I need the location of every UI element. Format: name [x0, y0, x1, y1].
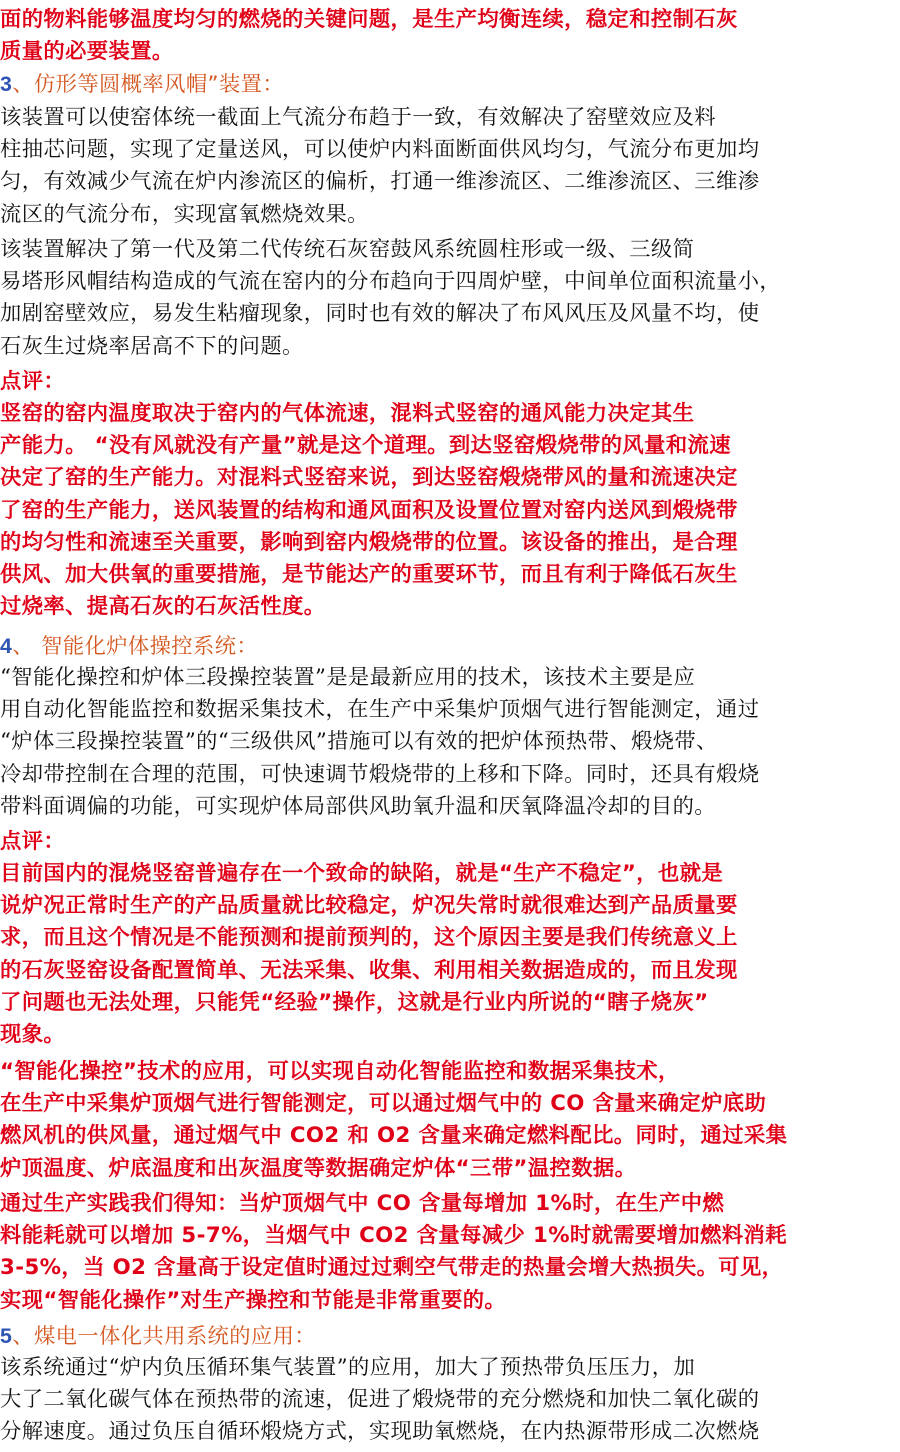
- section-number: 4: [0, 634, 13, 658]
- text-line: 质量的必要装置。: [0, 39, 174, 65]
- text-line: “智能化操控”技术的应用，可以实现自动化智能监控和数据采集技术，: [0, 1059, 680, 1084]
- text-line: 决定了窑的生产能力。对混料式竖窑来说，到达竖窑煅烧带风的量和流速决定: [0, 465, 738, 491]
- text-line: 点评：: [0, 829, 66, 854]
- text-line: 了问题也无法处理，只能凭“经验”操作，这就是行业内所说的“瞎子烧灰”: [0, 989, 709, 1015]
- text-line: 供风、加大供氧的重要措施，是节能达产的重要环节，而且有利于降低石灰生: [0, 561, 738, 587]
- text-line: 在生产中采集炉顶烟气进行智能测定，可以通过烟气中的 CO 含量来确定炉底助: [0, 1091, 767, 1117]
- text-line: 加剧窑壁效应，易发生粘瘤现象，同时也有效的解决了布风风压及风量不均，使: [0, 301, 760, 327]
- text-line: 流区的气流分布，实现富氧燃烧效果。: [0, 201, 369, 227]
- text-line: 竖窑的窑内温度取决于窑内的气体流速，混料式竖窑的通风能力决定其生: [0, 401, 695, 426]
- paragraph-comment-1: [0, 398, 900, 623]
- text-line: 料能耗就可以增加 5-7%，当烟气中 CO2 含量每减少 1%时就需要增加燃料消耗: [0, 1223, 787, 1249]
- text-line: 的石灰竖窑设备配置简单、无法采集、收集、利用相关数据造成的，而且发现: [0, 957, 738, 983]
- text-line: “炉体三段操控装置”的“三级供风”措施可以有效的把炉体预热带、煅烧带、: [0, 729, 718, 755]
- text-line: 大了二氧化碳气体在预热带的流速，促进了煅烧带的充分燃烧和加快二氧化碳的: [0, 1387, 760, 1413]
- text-line: 过烧率、提高石灰的石灰活性度。: [0, 594, 326, 620]
- paragraph-section4-body: [0, 662, 900, 823]
- paragraph-comment-4: [0, 1188, 900, 1317]
- text-line: 的均匀性和流速至关重要，影响到窑内煅烧带的位置。该设备的推出，是合理: [0, 529, 738, 555]
- text-line: 用自动化智能监控和数据采集技术，在生产中采集炉顶烟气进行智能测定，通过: [0, 697, 760, 723]
- paragraph-intro-continuation: [0, 4, 900, 68]
- section-heading-3: [0, 68, 900, 100]
- comment-label-2: [0, 826, 900, 858]
- text-line: 冷却带控制在合理的范围，可快速调节煅烧带的上移和下降。同时，还具有煅烧: [0, 761, 760, 787]
- text-line: “智能化操控和炉体三段操控装置”是是最新应用的技术，该技术主要是应: [0, 665, 696, 690]
- text-line: 目前国内的混烧竖窑普遍存在一个致命的缺陷，就是“生产不稳定”，也就是: [0, 861, 724, 886]
- text-line: 石灰生过烧率居高不下的问题。: [0, 333, 304, 359]
- text-line: 说炉况正常时生产的产品质量就比较稳定，炉况失常时就很难达到产品质量要: [0, 893, 738, 919]
- text-line: 带料面调偏的功能，可实现炉体局部供风助氧升温和厌氧降温冷却的目的。: [0, 793, 717, 819]
- text-line: 该装置解决了第一代及第二代传统石灰窑鼓风系统圆柱形或一级、三级简: [0, 237, 695, 262]
- text-line: 炉顶温度、炉底温度和出灰温度等数据确定炉体“三带”温控数据。: [0, 1155, 637, 1181]
- paragraph-section5-body: [0, 1352, 900, 1449]
- comment-label-1: [0, 366, 900, 398]
- text-line: 实现“智能化操作”对生产操控和节能是非常重要的。: [0, 1287, 507, 1313]
- text-line: 求，而且这个情况是不能预测和提前预判的，这个原因主要是我们传统意义上: [0, 925, 738, 951]
- paragraph-comment-3: [0, 1056, 900, 1185]
- text-line: 该装置可以使窑体统一截面上气流分布趋于一致，有效解决了窑壁效应及料: [0, 105, 717, 130]
- text-line: 面的物料能够温度均匀的燃烧的关键问题，是生产均衡连续，稳定和控制石灰: [0, 7, 738, 32]
- section-title: 、仿形等圆概率风帽”装置：: [12, 72, 285, 97]
- text-line: 该系统通过“炉内负压循环集气装置”的应用，加大了预热带负压压力，加: [0, 1355, 696, 1380]
- section-number: 5: [0, 1324, 13, 1348]
- section-heading-5: [0, 1320, 900, 1352]
- section-number: 3: [0, 72, 13, 96]
- text-line: 3-5%，当 O2 含量高于设定值时通过过剩空气带走的热量会增大热损失。可见，: [0, 1255, 784, 1281]
- paragraph-section3-body-2: [0, 234, 900, 363]
- section-title: 、煤电一体化共用系统的应用：: [12, 1324, 317, 1349]
- text-line: 分解速度。通过负压自循环煅烧方式，实现助氧燃烧，在内热源带形成二次燃烧: [0, 1419, 760, 1445]
- text-line: 点评：: [0, 369, 66, 394]
- paragraph-comment-2: [0, 858, 900, 1051]
- text-line: 柱抽芯问题，实现了定量送风，可以使炉内料面断面供风均匀，气流分布更加均: [0, 137, 760, 163]
- text-line: 燃风机的供风量，通过烟气中 CO2 和 O2 含量来确定燃料配比。同时，通过采集: [0, 1123, 788, 1149]
- text-line: 匀，有效减少气流在炉内渗流区的偏析，打通一维渗流区、二维渗流区、三维渗: [0, 169, 760, 195]
- text-line: 了窑的生产能力，送风装置的结构和通风面积及设置位置对窑内送风到煅烧带: [0, 497, 738, 523]
- section-heading-4: [0, 630, 900, 662]
- text-line: 现象。: [0, 1021, 66, 1047]
- section-title: 、 智能化炉体操控系统：: [12, 634, 259, 659]
- text-line: 易塔形风帽结构造成的气流在窑内的分布趋向于四周炉壁，中间单位面积流量小，: [0, 269, 782, 295]
- text-line: 通过生产实践我们得知：当炉顶烟气中 CO 含量每增加 1%时，在生产中燃: [0, 1191, 725, 1216]
- text-line: 产能力。 “没有风就没有产量”就是这个道理。到达竖窑煅烧带的风量和流速: [0, 433, 731, 459]
- paragraph-section3-body-1: [0, 102, 900, 231]
